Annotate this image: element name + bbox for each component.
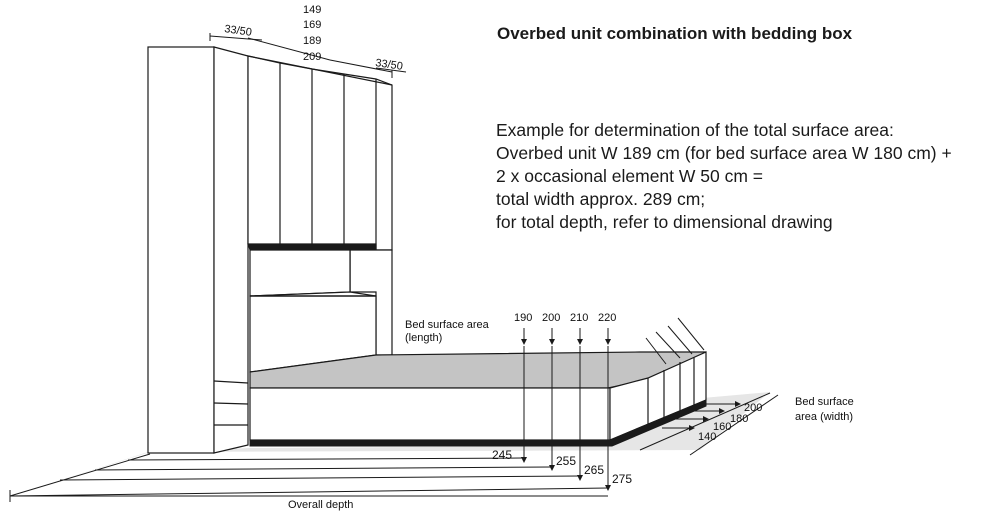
overbed-width-169: 169 <box>303 19 322 31</box>
bed-width-140: 140 <box>698 431 717 443</box>
overall-depth-265: 265 <box>584 463 605 477</box>
bed-width-180: 180 <box>730 413 749 425</box>
left-wardrobe <box>148 47 248 453</box>
example-line-1: Example for determination of the total surface area: <box>496 120 894 140</box>
example-line-2: Overbed unit W 189 cm (for bed surface area W 180 cm) + <box>496 143 952 163</box>
overall-depth-275: 275 <box>612 472 633 486</box>
example-line-4: total width approx. 289 cm; <box>496 189 706 209</box>
bed-length-200: 200 <box>542 312 561 324</box>
bed-length-210: 210 <box>570 312 589 324</box>
example-line-3: 2 x occasional element W 50 cm = <box>496 166 763 186</box>
side-width-right-label: 33/50 <box>374 57 404 73</box>
overall-depth-label: Overall depth <box>288 499 354 511</box>
overbed-width-149: 149 <box>303 4 322 16</box>
overbed-upper-unit <box>248 56 392 250</box>
overbed-cavity <box>248 244 392 372</box>
bed-length-label-line2: (length) <box>405 332 443 344</box>
bed-width-label-line1: Bed surface <box>795 396 854 408</box>
bed-length-label-line1: Bed surface area <box>405 319 489 331</box>
bed-length-190: 190 <box>514 312 533 324</box>
example-line-5: for total depth, refer to dimensional drawing <box>496 212 833 232</box>
example-text-block <box>496 119 952 234</box>
overall-depth-255: 255 <box>556 454 577 468</box>
bed-width-160: 160 <box>713 421 732 433</box>
diagram-title: Overbed unit combination with bedding box <box>497 24 853 43</box>
overbed-width-209: 209 <box>303 51 322 63</box>
side-width-left-label: 33/50 <box>223 23 253 39</box>
bed-width-200: 200 <box>744 402 763 414</box>
bed-width-label-line2: area (width) <box>795 411 854 423</box>
overall-depth-245: 245 <box>492 448 513 462</box>
bed-length-220: 220 <box>598 312 617 324</box>
overbed-width-189: 189 <box>303 35 322 47</box>
